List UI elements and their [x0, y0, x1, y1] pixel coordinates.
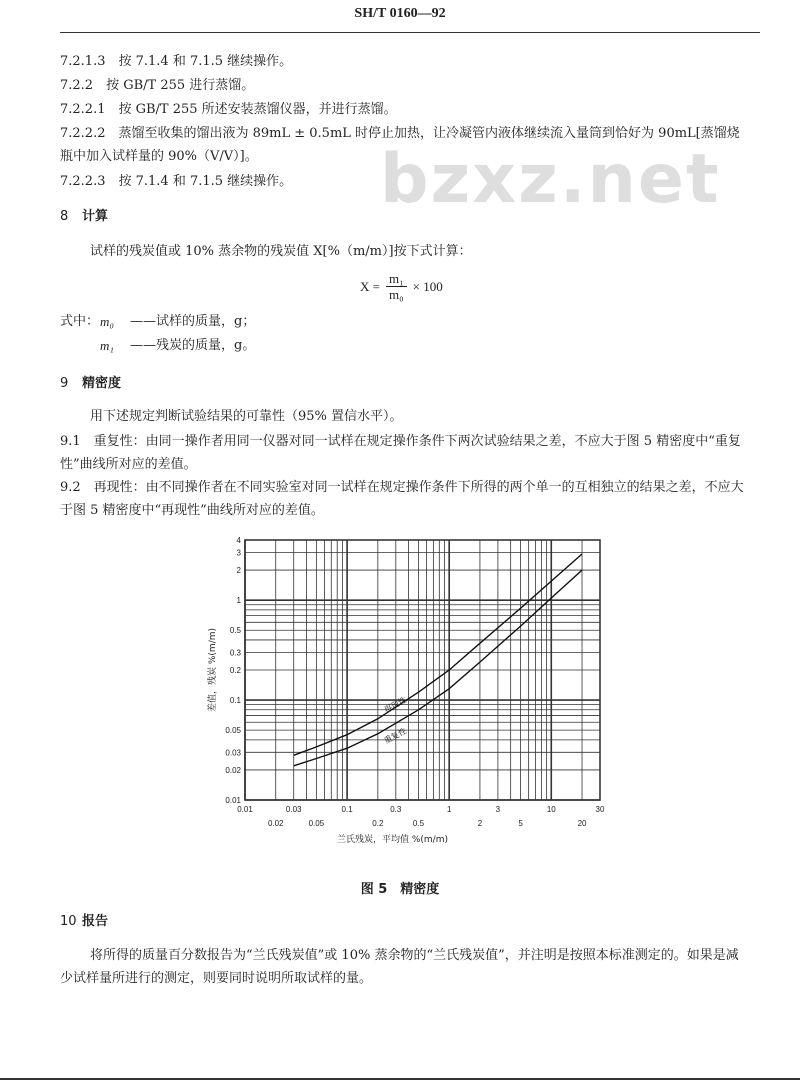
y-tick-label: 0.5: [229, 626, 241, 636]
y-tick-label: 0.02: [225, 765, 241, 775]
y-tick-label: 0.01: [225, 796, 241, 805]
para-9-2: 9.2 再现性：由不同操作者在不同实验室对同一试样在规定操作条件下所得的两个单一的互相独立的结果之差，不应大于图 5 精密度中“再现性”曲线所对应的差值。: [60, 480, 744, 518]
para-precision-intro: 用下述规定判断试验结果的可靠性（95% 置信水平）。: [90, 409, 403, 424]
x-tick-label: 0.1: [341, 805, 353, 814]
formula-denominator: m₀: [388, 287, 404, 302]
x-tick-label: 0.3: [390, 805, 402, 814]
para-7-2-2-2: 7.2.2.2 蒸馏至收集的馏出液为 89mL ± 0.5mL 时停止加热，让冷凝管内液体继续流入量筒到恰好为 90mL[蒸馏烧瓶中加入试样量的 90%（V/V）]。: [60, 126, 740, 164]
section-number: 10: [60, 914, 77, 929]
formula: [360, 271, 443, 302]
para-report: 将所得的质量百分数报告为“兰氏残炭值”或 10% 蒸余物的“兰氏残炭值”，并注明是按照本标准测定的。如果是减少试样量所进行的测定，则要同时说明所取试样的量。: [60, 948, 739, 986]
variable-list: [60, 310, 255, 358]
x-axis-label: 兰氏残炭，平均值 %(m/m): [336, 835, 449, 845]
formula-rhs: × 100: [412, 278, 443, 294]
y-tick-label: 0.2: [229, 666, 241, 675]
precision-chart: [200, 530, 620, 875]
figure-caption: 图 5 精密度: [360, 882, 440, 897]
x-tick-label: 0.05: [308, 819, 325, 828]
y-tick-label: 2: [236, 566, 241, 576]
x-tick-label: 1: [446, 805, 452, 814]
x-tick-label: 0.03: [285, 805, 302, 814]
variable-desc: ——试样的质量，g；: [130, 314, 256, 329]
standard-code: SH/T 0160—92: [354, 6, 446, 21]
y-tick-label: 1: [236, 596, 241, 606]
series-label: 重复性: [382, 726, 408, 746]
x-tick-label: 0.5: [412, 819, 425, 828]
y-tick-label: 0.03: [225, 748, 241, 758]
para-7-2-1-3: 7.2.1.3 按 7.1.4 和 7.1.5 继续操作。: [60, 54, 293, 69]
section-number: 9: [60, 376, 69, 391]
para-calc: 试样的残炭值或 10% 蒸余物的残炭值 X[%（m/m）]按下式计算：: [90, 244, 472, 259]
formula-fraction: [386, 271, 407, 302]
para-7-2-2-1: 7.2.2.1 按 GB/T 255 所述安装蒸馏仪器，并进行蒸馏。: [60, 102, 397, 117]
para-7-2-2-3: 7.2.2.3 按 7.1.4 和 7.1.5 继续操作。: [60, 174, 293, 189]
y-tick-label: 0.3: [229, 648, 241, 658]
x-tick-label: 2: [477, 819, 483, 828]
variable-lead: 式中：: [60, 314, 100, 329]
para-9-1: 9.1 重复性：由同一操作者用同一仪器对同一试样在规定操作条件下两次试验结果之差，不应大于图 5 精密度中“重复性”曲线所对应的差值。: [60, 434, 741, 472]
precision-chart-svg: [200, 530, 620, 875]
series-label: 再现性: [382, 695, 408, 715]
variable-symbol: m₁: [100, 338, 114, 353]
y-tick-label: 3: [236, 548, 241, 558]
x-tick-label: 20: [577, 819, 587, 828]
formula-numerator: m₁: [386, 271, 407, 287]
x-tick-label: 30: [595, 805, 605, 814]
y-axis-label: 差值，残炭 %(m/m): [208, 627, 218, 713]
variable-row: [60, 310, 255, 334]
section-8-heading: [60, 205, 108, 224]
variable-desc: ——残炭的质量，g。: [130, 338, 256, 353]
y-tick-label: 4: [236, 536, 241, 545]
watermark: bzxz.net: [380, 140, 721, 219]
section-9-heading: [60, 372, 121, 391]
section-number: 8: [60, 209, 69, 224]
x-tick-label: 3: [495, 805, 501, 814]
variable-symbol: m₀: [100, 314, 114, 329]
section-10-heading: [60, 910, 108, 929]
x-tick-label: 0.02: [267, 819, 284, 828]
x-tick-label: 10: [546, 805, 556, 814]
y-tick-label: 0.1: [229, 696, 241, 706]
section-title: 精密度: [82, 376, 122, 391]
y-tick-label: 0.05: [225, 726, 241, 736]
x-tick-label: 5: [518, 819, 523, 828]
formula-lhs: X =: [360, 278, 380, 294]
section-title: 报告: [82, 914, 109, 929]
section-title: 计算: [82, 209, 109, 224]
x-tick-label: 0.01: [237, 805, 253, 814]
footer-rule: [0, 1078, 800, 1080]
header-rule: [60, 32, 760, 33]
para-7-2-2: 7.2.2 按 GB/T 255 进行蒸馏。: [60, 78, 255, 93]
x-tick-label: 0.2: [372, 819, 384, 828]
variable-lead: [60, 334, 100, 358]
variable-row: [60, 334, 255, 358]
